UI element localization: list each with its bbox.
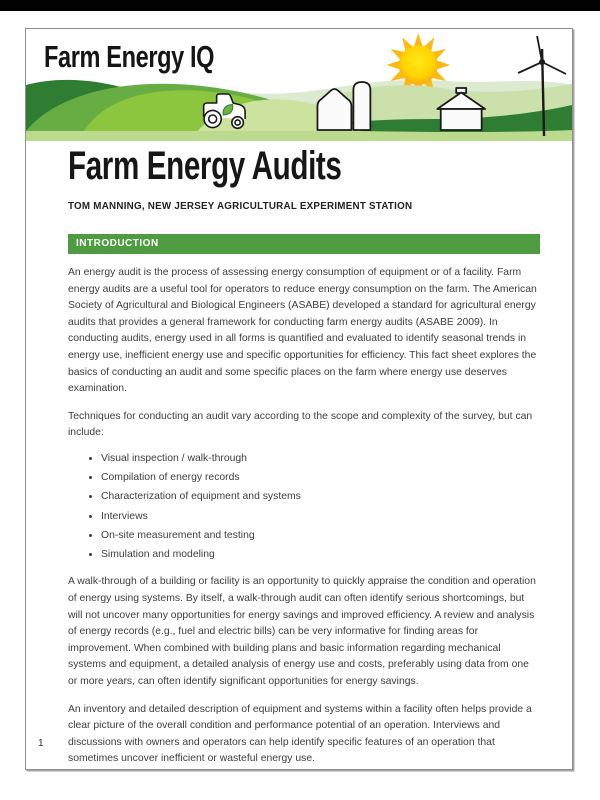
silo-icon bbox=[353, 82, 370, 130]
section-heading-introduction: INTRODUCTION bbox=[68, 234, 540, 254]
audit-techniques-list bbox=[68, 451, 540, 564]
paragraph-intro-1: An energy audit is the process of assessing energy consumption of equipment or of a facility. Farm energy audits are a useful tool for operators to reduce energy consumption on the farm. The American Society of Agricultural and Biological Engineers (ASABE) developed a standard for agricultural energy audits that provides a general framework for conducting farm energy audits (ASABE 2009). In conducting audits, energy used in all forms is quantified and evaluated to identify seasonal trends in energy use, inefficient energy use and specific opportunities for efficiency. This fact sheet explores the basics of conducting an audit and some specific places on the farm where energy use deserves examination. bbox=[68, 267, 537, 395]
list-item: • On-site measurement and testing bbox=[101, 528, 540, 545]
document-content bbox=[26, 141, 572, 768]
list-item: • Simulation and modeling bbox=[101, 547, 540, 564]
farm-energy-iq-logo: Farm Energy IQ bbox=[44, 39, 215, 74]
page-title: Farm Energy Audits bbox=[68, 144, 342, 188]
paragraph-techniques: Techniques for conducting an audit vary according to the scope and complexity of the survey, but can include: bbox=[68, 410, 533, 439]
list-item: • Interviews bbox=[101, 509, 540, 526]
header-banner bbox=[26, 29, 572, 141]
list-item: • Characterization of equipment and systems bbox=[101, 489, 540, 506]
author-byline: TOM MANNING, NEW JERSEY AGRICULTURAL EXPERIMENT STATION bbox=[68, 201, 413, 212]
list-item: • Compilation of energy records bbox=[101, 470, 540, 487]
paragraph-walk-through: A walk-through of a building or facility is an opportunity to quickly appraise the condition and operation of energy using systems. By itself, a walk-through audit can often identify serious shortcomings, but will not uncover many opportunities for energy savings and improved efficiency. A review and analysis of energy records (e.g., fuel and electric bills) can be very informative for finding areas for improvement. When combined with building plans and basic information regarding mechanical systems and equipment, a detailed analysis of energy use and costs, preferably using data from one or more years, can often identify significant opportunities for energy savings. bbox=[68, 576, 536, 688]
top-black-bar bbox=[0, 0, 600, 11]
paragraph-inventory: An inventory and detailed description of equipment and systems within a facility often helps provide a clear picture of the overall condition and performance potential of an operation. Interviews and discussions with owners and operators can help identify specific features of an operation that sometimes uncover inefficient or wasteful energy use. bbox=[68, 703, 532, 765]
page-number: 1 bbox=[38, 738, 44, 749]
list-item: • Visual inspection / walk-through bbox=[101, 451, 540, 468]
document-page bbox=[25, 28, 573, 770]
